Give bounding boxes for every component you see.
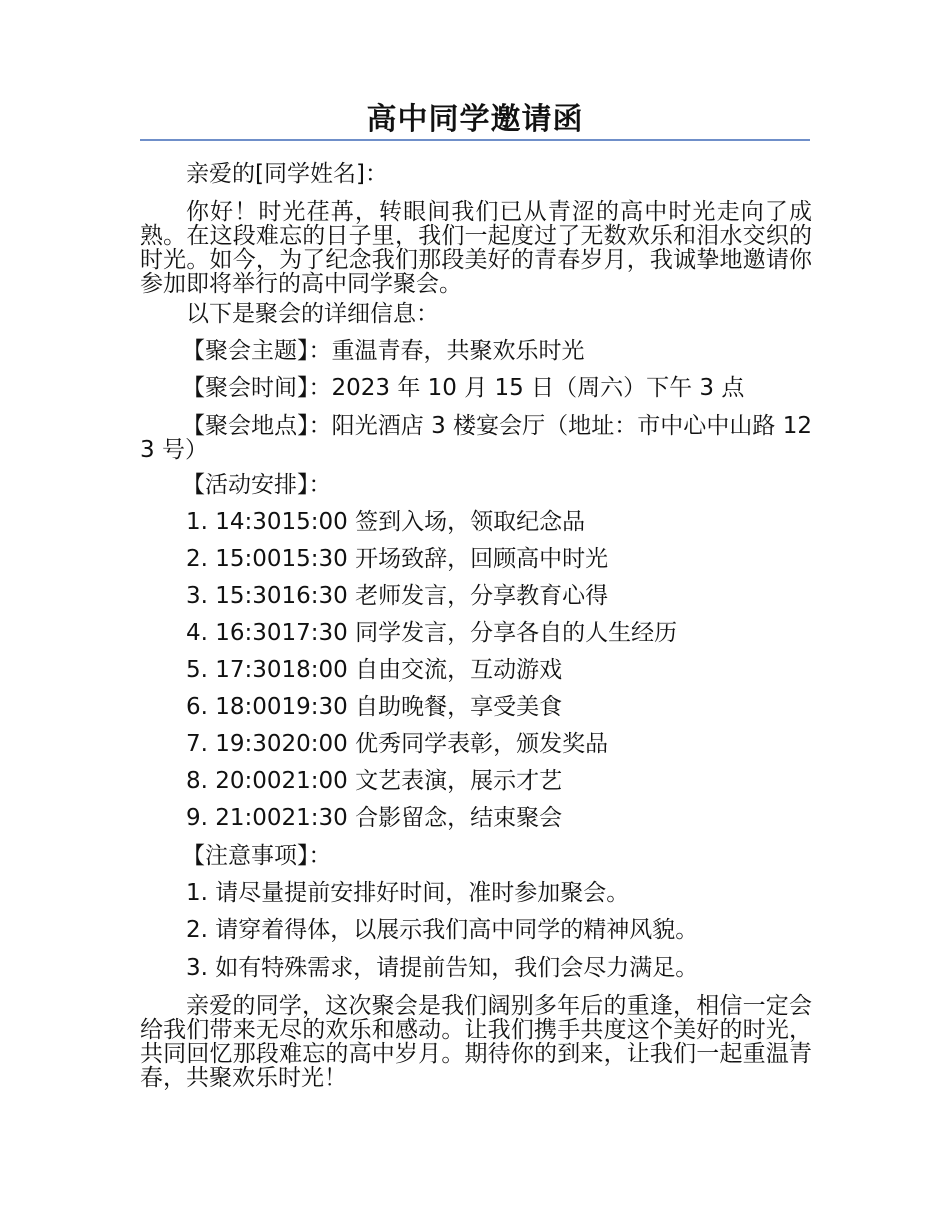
schedule-item: 6. 18:0019:30 自助晚餐，享受美食 — [186, 694, 563, 720]
closing-paragraph: 亲爱的同学，这次聚会是我们阔别多年后的重逢，相信一定会给我们带来无尽的欢乐和感动。让我们携手共度这个美好的时光，共同回忆那段难忘的高中岁月。期待你的到来，让我们一起重温青春，共聚欢乐时光！ — [140, 993, 812, 1091]
details-heading: 以下是聚会的详细信息： — [186, 301, 439, 327]
note-item: 1. 请尽量提前安排好时间，准时参加聚会。 — [186, 880, 630, 906]
greeting: 亲爱的[同学姓名]： — [186, 161, 388, 187]
note-item: 3. 如有特殊需求，请提前告知，我们会尽力满足。 — [186, 955, 699, 981]
schedule-item: 5. 17:3018:00 自由交流，互动游戏 — [186, 657, 563, 683]
detail-location: 【聚会地点】：阳光酒店 3 楼宴会厅（地址：市中心中山路 123 号） — [140, 413, 812, 463]
schedule-item: 3. 15:3016:30 老师发言，分享教育心得 — [186, 583, 609, 609]
schedule-item: 9. 21:0021:30 合影留念，结束聚会 — [186, 805, 563, 831]
detail-time: 【聚会时间】：2023 年 10 月 15 日（周六）下午 3 点 — [182, 375, 745, 401]
schedule-item: 2. 15:0015:30 开场致辞，回顾高中时光 — [186, 546, 609, 572]
schedule-item: 4. 16:3017:30 同学发言，分享各自的人生经历 — [186, 620, 678, 646]
schedule-item: 7. 19:3020:00 优秀同学表彰，颁发奖品 — [186, 731, 609, 757]
note-item: 2. 请穿着得体，以展示我们高中同学的精神风貌。 — [186, 917, 699, 943]
schedule-item: 1. 14:3015:00 签到入场，领取纪念品 — [186, 509, 586, 535]
notes-heading: 【注意事项】： — [182, 843, 332, 869]
intro-paragraph: 你好！时光荏苒，转眼间我们已从青涩的高中时光走向了成熟。在这段难忘的日子里，我们一起度过了无数欢乐和泪水交织的时光。如今，为了纪念我们那段美好的青春岁月，我诚挚地邀请你参加即将举行的高中同学聚会。 — [140, 199, 812, 297]
detail-theme: 【聚会主题】：重温青春，共聚欢乐时光 — [182, 338, 585, 364]
schedule-heading: 【活动安排】： — [182, 472, 332, 498]
title-underline — [140, 139, 810, 141]
document-title: 高中同学邀请函 — [366, 102, 584, 137]
schedule-item: 8. 20:0021:00 文艺表演，展示才艺 — [186, 768, 563, 794]
